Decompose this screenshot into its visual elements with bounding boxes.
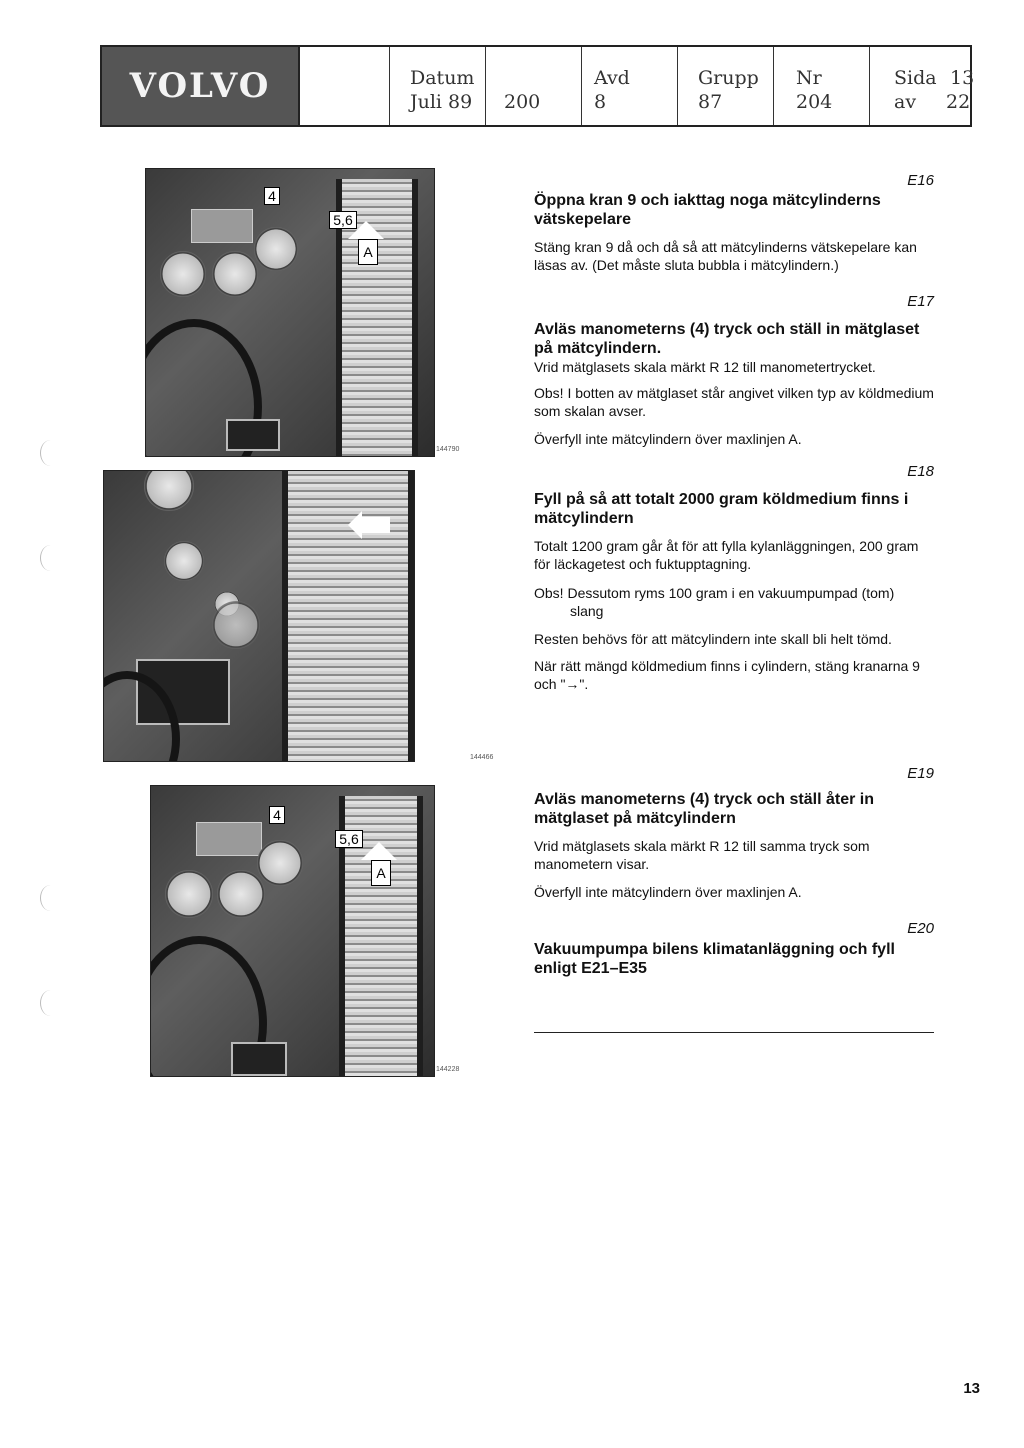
arrow-shaft [362, 517, 390, 533]
margin-mark [40, 545, 61, 571]
step-e18: E18 [907, 463, 934, 480]
text-e17-p1: Vrid mätglasets skala märkt R 12 till manometertrycket. [534, 359, 876, 375]
page-number: 13 [963, 1380, 980, 1397]
control-box [226, 419, 280, 451]
nr-value: 204 [796, 91, 833, 113]
image-number: 144790 [436, 446, 460, 453]
sida-label: Sida [894, 67, 937, 89]
heading-e18: Fyll på så att totalt 2000 gram köldmedium finns i mätcylindern [534, 491, 909, 527]
photo-charging-station-3 [150, 785, 435, 1077]
callout-valve-number: 5,6 [335, 830, 363, 848]
pressure-gauge [254, 227, 298, 271]
text-e17-p3: Överfyll inte mätcylindern över maxlinjen A. [534, 431, 802, 447]
text-e19-p2: Överfyll inte mätcylindern över maxlinjen A. [534, 884, 802, 900]
pressure-gauge [217, 870, 265, 918]
avd-value: 8 [594, 91, 607, 113]
sida-value: 13 [950, 67, 975, 89]
callout-valve-number: 5,6 [329, 211, 357, 229]
header-datum-cell [390, 47, 486, 125]
header-200-cell [486, 47, 582, 125]
av-value: 22 [946, 91, 971, 113]
text-e18-p1: Totalt 1200 gram går åt för att fylla kylanläggningen, 200 gram för läckagetest och fuktupptagning. [534, 538, 919, 572]
text-e18-p2-cont: slang [570, 603, 604, 619]
pressure-gauge [144, 470, 194, 511]
section-divider [534, 1032, 934, 1033]
text-e16-p1: Stäng kran 9 då och då så att mätcylinderns vätskepelare kan läsas av. (Det måste sluta bubbla i mätcylindern.) [534, 239, 917, 273]
callout-max-line: A [371, 860, 391, 886]
grupp-value: 87 [698, 91, 723, 113]
arrow-up-icon [361, 842, 397, 860]
step-e19: E19 [907, 765, 934, 782]
header-avd-cell [582, 47, 678, 125]
heading-e16: Öppna kran 9 och iakttag noga mätcylinderns vätskepelare [534, 192, 881, 228]
text-e18-p4: När rätt mängd köldmedium finns i cylindern, stäng kranarna 9 och "→". [534, 658, 920, 692]
callout-max-line: A [358, 239, 378, 265]
logo-text: VOLVO [129, 66, 271, 106]
valve-knob-icon [164, 541, 204, 581]
arrow-up-icon [348, 221, 384, 239]
heading-e17: Avläs manometerns (4) tryck och ställ in mätglaset på mätcylindern. [534, 321, 920, 357]
volvo-logo [102, 47, 300, 125]
arrow-left-icon [348, 511, 362, 539]
pressure-gauge [160, 251, 206, 297]
image-number: 144466 [470, 754, 494, 761]
pressure-gauge [257, 840, 303, 886]
pressure-gauge [165, 870, 213, 918]
text-e19-p1: Vrid mätglasets skala märkt R 12 till samma tryck som manometern visar. [534, 838, 870, 872]
text-e17-p2: Obs! I botten av mätglaset står angivet vilken typ av köldmedium som skalan avser. [534, 385, 934, 419]
text-e18-p2: Obs! Dessutom ryms 100 gram i en vakuumpumpad (tom) [534, 585, 895, 601]
grupp-label: Grupp [698, 67, 759, 89]
margin-mark [40, 440, 61, 466]
nr-label: Nr [796, 67, 822, 89]
datum-label: Datum [410, 67, 475, 89]
step-e17: E17 [907, 293, 934, 310]
image-number: 144228 [436, 1066, 460, 1073]
header-sida-cell [870, 47, 975, 125]
av-label: av [894, 91, 917, 113]
header-blank-cell [298, 47, 390, 125]
step-e16: E16 [907, 172, 934, 189]
control-box [231, 1042, 287, 1076]
heading-e20: Vakuumpumpa bilens klimatanläggning och fyll enligt E21–E35 [534, 941, 895, 977]
callout-gauge-number: 4 [269, 806, 285, 824]
header-grupp-cell [678, 47, 774, 125]
step-e20: E20 [907, 920, 934, 937]
pressure-gauge [212, 251, 258, 297]
photo-charging-station-1 [145, 168, 435, 457]
field-200-value: 200 [504, 91, 541, 113]
photo-charging-station-2 [103, 470, 415, 762]
text-e18-p3: Resten behövs för att mätcylindern inte skall bli helt tömd. [534, 631, 892, 647]
info-plate [196, 822, 262, 856]
avd-label: Avd [594, 67, 630, 89]
callout-gauge-number: 4 [264, 187, 280, 205]
margin-mark [40, 990, 61, 1016]
handwheel-icon [212, 601, 260, 649]
heading-e19: Avläs manometerns (4) tryck och ställ åter in mätglaset på mätcylindern [534, 791, 874, 827]
info-plate [191, 209, 253, 243]
datum-value: Juli 89 [410, 91, 473, 113]
margin-mark [40, 885, 61, 911]
header-nr-cell [774, 47, 870, 125]
document-header [100, 45, 975, 127]
